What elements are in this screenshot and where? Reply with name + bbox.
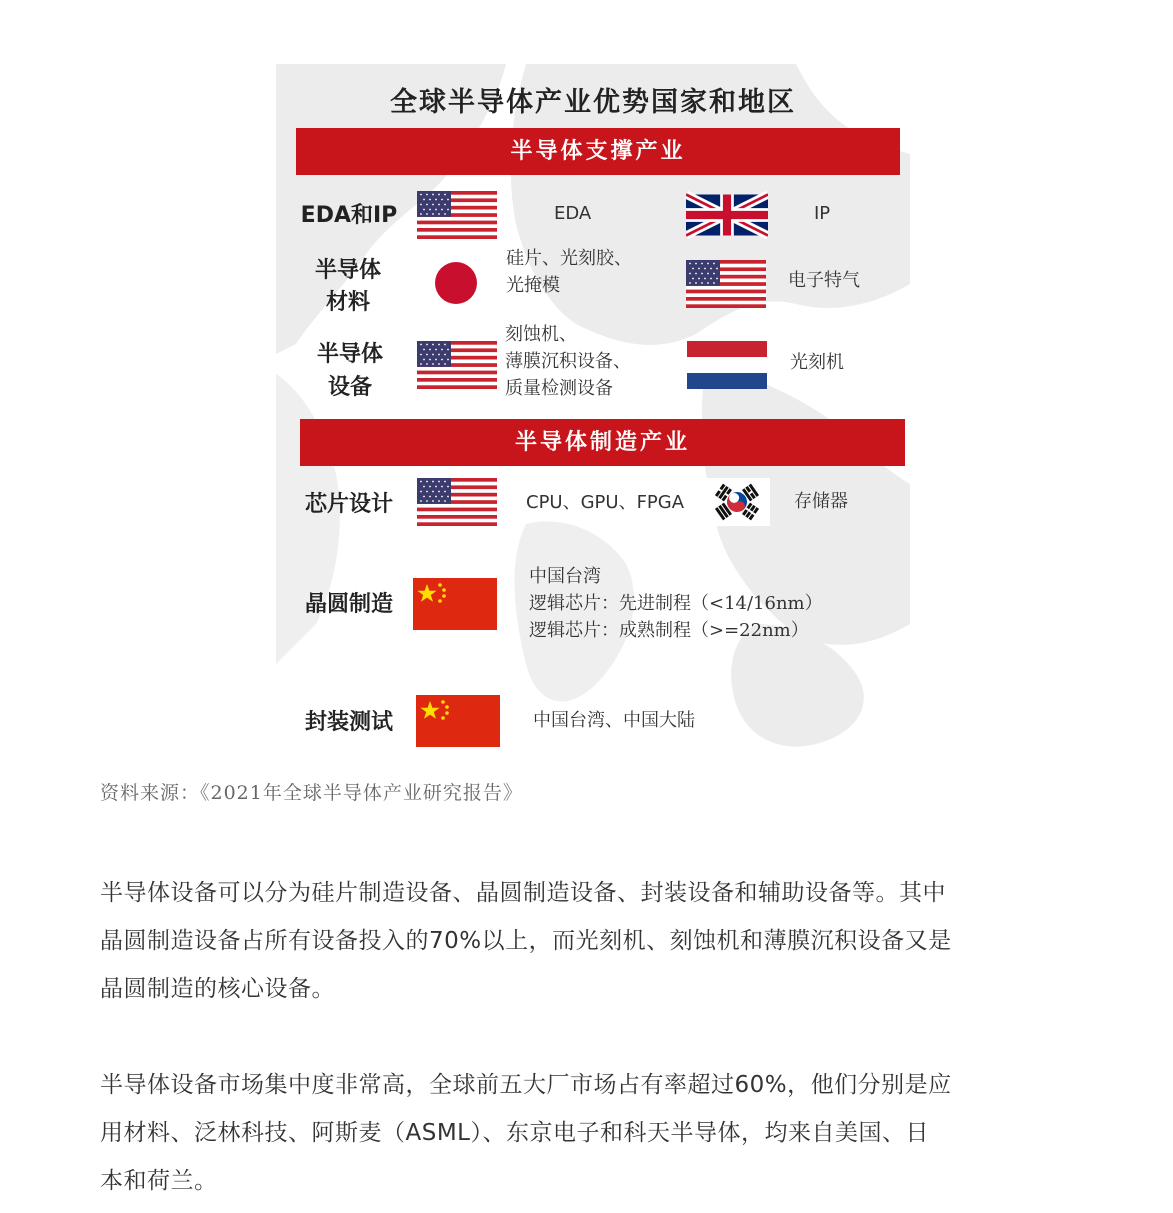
paragraph-1: [100, 869, 1090, 1013]
usa-flag-icon: [686, 260, 766, 308]
equipment-left-text-2: 薄膜沉积设备、: [505, 351, 631, 372]
chip-design-left-text: CPU、GPU、FPGA: [526, 492, 685, 513]
packaging-text: 中国台湾、中国大陆: [533, 710, 695, 731]
wafer-text-2: 逻辑芯片：先进制程（<14/16nm）: [529, 593, 823, 614]
row-label-materials-1: 半导体: [314, 257, 381, 283]
paragraph-2: [100, 1061, 1090, 1205]
paragraph-1-line-1: 半导体设备可以分为硅片制造设备、晶圆制造设备、封装设备和辅助设备等。其中: [100, 880, 946, 906]
equipment-left-text-1: 刻蚀机、: [505, 324, 577, 345]
row-label-wafer: 晶圆制造: [304, 591, 393, 617]
materials-left-text-1: 硅片、光刻胶、: [506, 248, 632, 269]
figure-title: 全球半导体产业优势国家和地区: [390, 87, 796, 118]
paragraph-1-line-2: 晶圆制造设备占所有设备投入的70%以上，而光刻机、刻蚀机和薄膜沉积设备又是: [100, 928, 952, 954]
chip-design-right-text: 存储器: [794, 491, 848, 512]
banner-support-industry: 半导体支撑产业: [296, 128, 900, 175]
wafer-text-1: 中国台湾: [529, 566, 601, 587]
row-label-equipment-2: 设备: [327, 374, 372, 400]
usa-flag-icon: [417, 341, 497, 389]
usa-flag-icon: [417, 478, 497, 526]
row-label-chip-design: 芯片设计: [304, 491, 393, 517]
paragraph-2-line-1: 半导体设备市场集中度非常高，全球前五大厂市场占有率超过60%，他们分别是应: [100, 1072, 952, 1098]
source-caption: 资料来源：《2021年全球半导体产业研究报告》: [100, 782, 523, 804]
paragraph-2-line-3: 本和荷兰。: [100, 1168, 218, 1194]
equipment-right-text: 光刻机: [790, 352, 844, 373]
south-korea-flag-icon: [704, 478, 770, 526]
paragraph-1-line-3: 晶圆制造的核心设备。: [100, 976, 335, 1002]
industry-figure: [276, 64, 910, 756]
equipment-left-text-3: 质量检测设备: [505, 378, 613, 399]
wafer-text-3: 逻辑芯片：成熟制程（>=22nm）: [529, 620, 809, 641]
japan-flag-icon: [416, 257, 496, 309]
row-label-eda-ip: EDA和IP: [300, 203, 398, 228]
banner-manufacture-industry: 半导体制造产业: [300, 419, 905, 466]
materials-right-text: 电子特气: [788, 270, 860, 291]
row-label-materials-2: 材料: [325, 289, 370, 315]
ip-text: IP: [814, 203, 831, 224]
row-label-equipment-1: 半导体: [316, 341, 383, 367]
netherlands-flag-icon: [687, 341, 767, 389]
paragraph-2-line-2: 用材料、泛林科技、阿斯麦（ASML）、东京电子和科天半导体，均来自美国、日: [100, 1120, 929, 1146]
china-flag-icon: [413, 578, 497, 630]
materials-left-text-2: 光掩模: [506, 275, 560, 296]
eda-text: EDA: [554, 203, 592, 224]
row-label-packaging: 封装测试: [304, 709, 393, 735]
usa-flag-icon: [417, 191, 497, 239]
uk-flag-icon: [686, 191, 768, 239]
china-flag-icon: [416, 695, 500, 747]
